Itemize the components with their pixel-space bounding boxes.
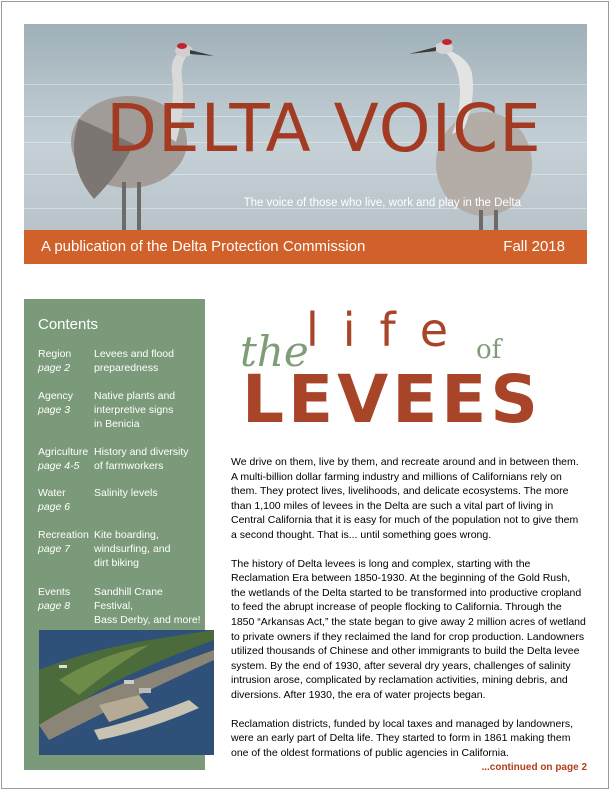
levee-aerial-photo (39, 630, 214, 755)
toc-page: page 6 (38, 501, 71, 513)
toc-section: Agriculture (38, 446, 89, 458)
toc-desc-line: Salinity levels (94, 487, 158, 499)
publication-label: A publication of the Delta Protection Commission (41, 238, 366, 255)
toc-desc-line: in Benicia (94, 418, 140, 430)
masthead-title: DELTA VOICE (106, 90, 542, 167)
article-paragraph: The history of Delta levees is long and complex, starting with the Reclamation Era between 1850-1930. At the beginning of the Gold Rush, the wetlands of the Delta started to be transformed into productive cropland to feed the abrupt increase of people flocking to California. Through the 1850 “Arkansas Act,” the state began to give away 2 million acres of wetland to private owners if they reclaimed the land for crop production. Landowners utilized thousands of Chinese and other immigrants to build the Delta levee system. By the end of 1930, after several dry years, challenges of salinity intrusion arose, complicated by reclamation activities, mining debris, and diversions. After 1930, the era of water projects began. (231, 557, 586, 701)
masthead-photo (24, 24, 587, 230)
toc-section: Events (38, 586, 71, 598)
continued-link[interactable]: ...continued on page 2 (481, 762, 587, 773)
toc-section: Agency (38, 390, 74, 402)
headline-life: life (306, 303, 473, 357)
toc-section: Water (38, 487, 66, 499)
toc-page: page 8 (38, 600, 71, 612)
headline-of: of (476, 335, 502, 365)
toc-desc-line: dirt biking (94, 557, 139, 569)
toc-desc-line: Levees and flood (94, 348, 174, 360)
toc-desc-line: interpretive signs (94, 404, 174, 416)
headline-levees: LEVEES (242, 361, 542, 430)
publication-band (24, 230, 587, 264)
toc-page: page 4-5 (38, 460, 80, 472)
toc-section: Recreation (38, 529, 89, 541)
toc-desc-line: of farmworkers (94, 460, 164, 472)
toc-desc-line: History and diversity (94, 446, 189, 458)
toc-page: page 2 (38, 362, 71, 374)
contents-heading: Contents (38, 316, 99, 333)
toc-desc-line: preparedness (94, 362, 159, 374)
toc-desc-line: Native plants and (94, 390, 176, 402)
toc-page: page 7 (38, 543, 71, 555)
article-paragraph: Reclamation districts, funded by local taxes and managed by landowners, were an early part of Delta life. They started to form in 1861 making them one of the oldest formations of public agencies in California. (231, 717, 574, 759)
toc-section: Region (38, 348, 72, 360)
article-body (231, 455, 587, 774)
masthead-tagline: The voice of those who live, work and play in the Delta (243, 197, 521, 209)
article-headline (236, 300, 586, 430)
article-paragraph: We drive on them, live by them, and recreate around and in between them. A multi-billion dollar farming industry and millions of Californians rely on them. They protect lives, livelihoods, and delicate ecosystems. The more than 1,100 miles of levees in the Delta are such a vital part of living in Central California that it is easy for much of the population not to give them a second thought. That is... until something goes wrong. (231, 456, 579, 541)
toc-desc-line: Sandhill Crane Festival, (94, 586, 163, 612)
toc-desc-line: Bass Derby, and more! (94, 614, 201, 626)
issue-label: Fall 2018 (503, 238, 565, 255)
toc-desc-line: windsurfing, and (94, 543, 171, 555)
toc-page: page 3 (38, 404, 71, 416)
headline-the: the (240, 327, 309, 376)
toc-desc-line: Kite boarding, (94, 529, 159, 541)
